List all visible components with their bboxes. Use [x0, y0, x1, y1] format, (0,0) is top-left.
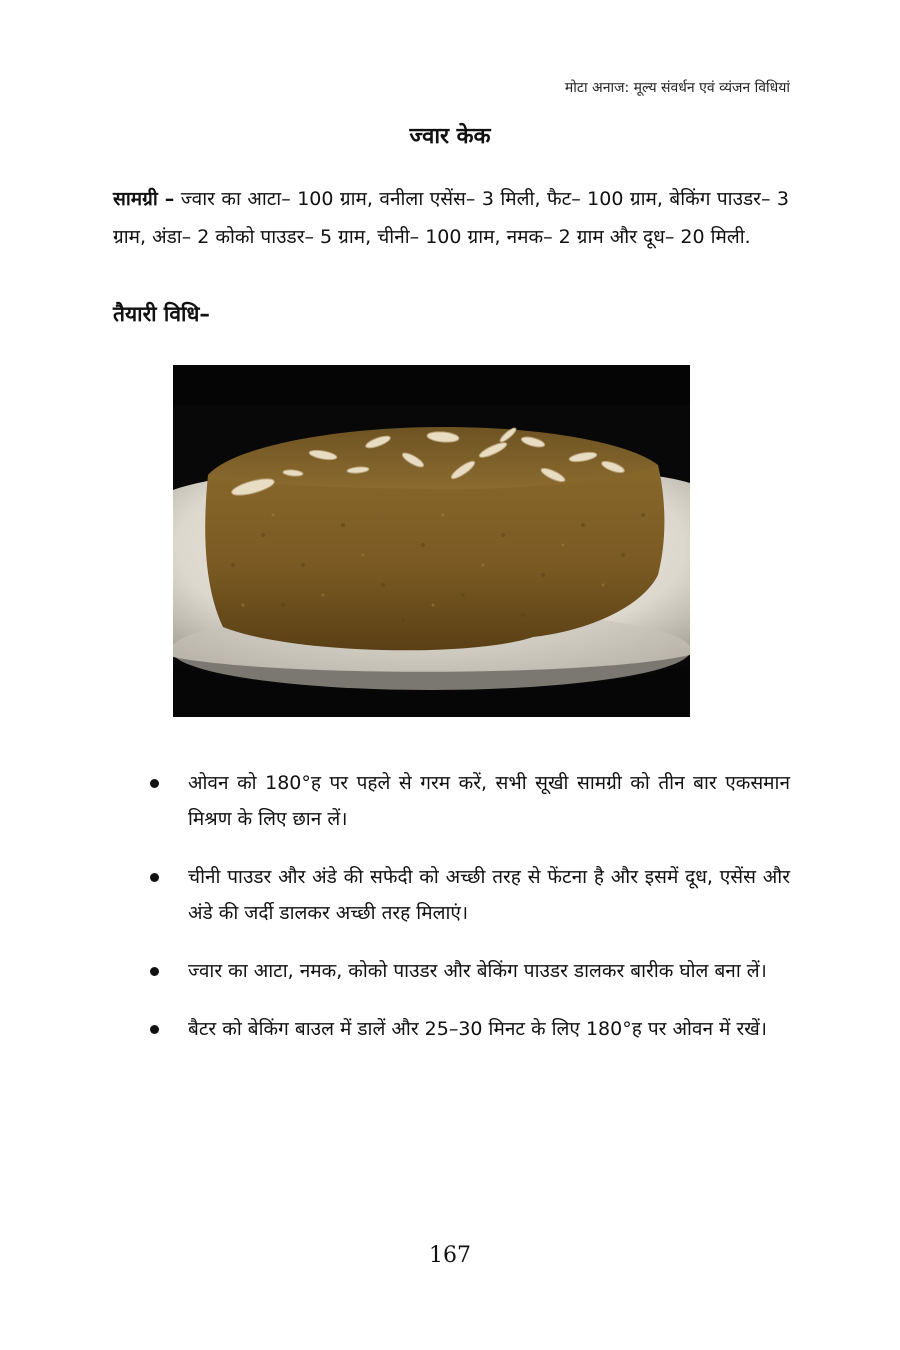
method-step-text: बैटर को बेकिंग बाउल में डालें और 25–30 मिनट के लिए 180°ह पर ओवन में रखें।: [188, 1018, 767, 1040]
running-header: मोटा अनाज: मूल्य संवर्धन एवं व्यंजन विधियां: [564, 80, 790, 96]
ingredients-text: ज्वार का आटा– 100 ग्राम, वनीला एसेंस– 3 मिली, फैट– 100 ग्राम, बेकिंग पाउडर– 3 ग्राम, अंडा– 2 कोको पाउडर– 5 ग्राम, चीनी– 100 ग्राम, नमक– 2 ग्राम और दूध– 20 मिली.: [113, 188, 789, 248]
ingredients-paragraph: [113, 180, 789, 256]
bullet-icon: [150, 873, 159, 882]
method-step: [150, 1011, 790, 1047]
recipe-title: ज्वार केक: [409, 124, 491, 149]
bullet-icon: [150, 1025, 159, 1034]
cake-photo: [173, 365, 690, 717]
method-heading: तैयारी विधि–: [113, 302, 210, 326]
cake-illustration: [173, 365, 690, 717]
bullet-icon: [150, 779, 159, 788]
method-step: [150, 953, 790, 989]
method-steps-list: [150, 765, 790, 1069]
bullet-icon: [150, 967, 159, 976]
method-step: [150, 765, 790, 837]
page-number: 167: [429, 1243, 471, 1268]
method-step-text: ओवन को 180°ह पर पहले से गरम करें, सभी सूखी सामग्री को तीन बार एकसमान मिश्रण के लिए छान लें।: [188, 772, 790, 830]
method-step: [150, 859, 790, 931]
method-step-text: ज्वार का आटा, नमक, कोको पाउडर और बेकिंग पाउडर डालकर बारीक घोल बना लें।: [188, 960, 767, 982]
method-step-text: चीनी पाउडर और अंडे की सफेदी को अच्छी तरह से फेंटना है और इसमें दूध, एसेंस और अंडे की जर्दी डालकर अच्छी तरह मिलाएं।: [188, 866, 790, 924]
ingredients-label: सामग्री –: [113, 188, 175, 210]
